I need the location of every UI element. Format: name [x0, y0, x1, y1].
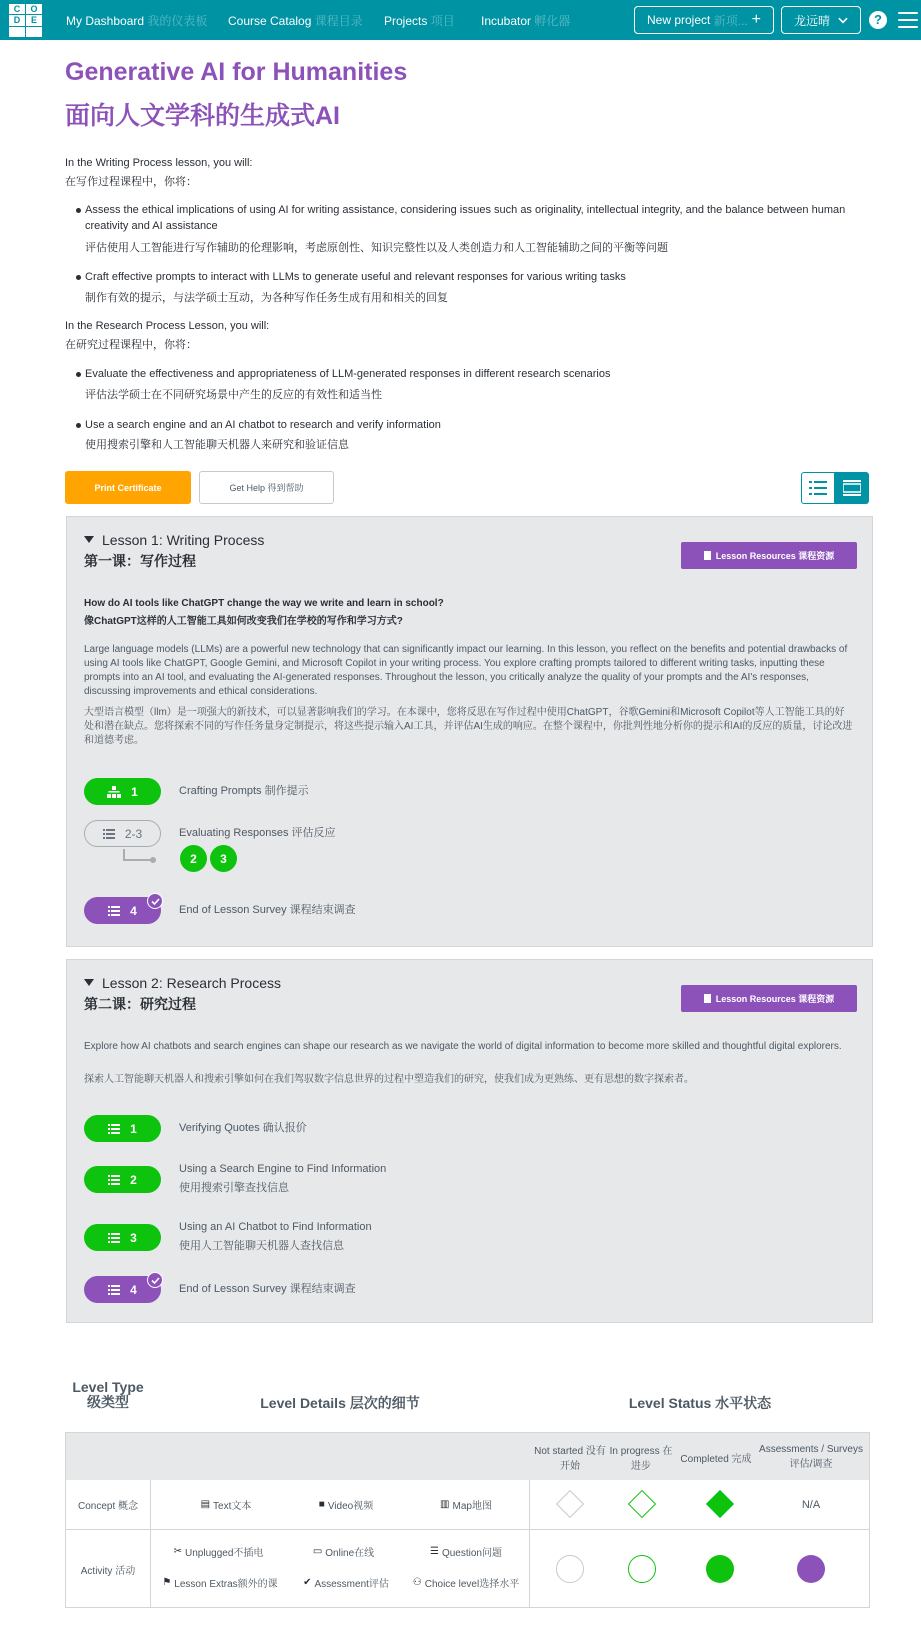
detail-view-icon: [843, 480, 861, 496]
lesson-2-level-1-name[interactable]: Verifying Quotes 确认报价: [179, 1122, 307, 1134]
nav-incubator[interactable]: Incubator 孵化器: [481, 14, 571, 28]
course-title-en: Generative AI for Humanities: [65, 58, 408, 86]
document-icon: [704, 994, 711, 1003]
concept-text-type: ▤ Text文本: [200, 1499, 252, 1512]
caret-down-icon: [84, 979, 94, 986]
concept-map-type: ▥ Map地图: [440, 1499, 492, 1512]
list-icon: [108, 1285, 120, 1295]
activity-assessment-type: ✔ Assessment评估: [303, 1576, 389, 1590]
writing-goal-2-zh: 制作有效的提示，与法学硕士互动，为各种写作任务生成有用和相关的回复: [85, 292, 448, 304]
status-not-started-header: Not started 没有开始: [534, 1446, 606, 1472]
activity-not-started-circle: [556, 1555, 584, 1583]
activity-assessment-circle: [797, 1555, 825, 1583]
writing-goal-2-en: Craft effective prompts to interact with LLMs to generate useful and relevant responses for various writing tasks: [85, 271, 626, 283]
status-assessments-header: Assessments / Surveys 评估/调查: [759, 1444, 863, 1470]
nav-projects[interactable]: Projects 项目: [384, 14, 455, 28]
text-document-icon: ▤: [200, 1499, 211, 1510]
list-icon: [108, 1124, 120, 1134]
map-icon: ▥: [440, 1499, 450, 1510]
user-menu-button[interactable]: 龙远晴: [781, 6, 861, 34]
lesson-1-level-1-name[interactable]: Crafting Prompts 制作提示: [179, 785, 309, 797]
level-key-table: [65, 1432, 870, 1608]
writing-goal-1-en: Assess the ethical implications of using AI for writing assistance, considering issues such as originality, intellectual integrity, and the balance between human creativity and AI assistance: [85, 204, 846, 232]
sitemap-icon: ⚇: [412, 1576, 422, 1588]
writing-intro-en: In the Writing Process lesson, you will:: [65, 157, 253, 169]
course-title-zh: 面向人文学科的生成式AI: [65, 102, 341, 130]
sublevel-connector: [123, 849, 153, 861]
lesson-2-title-zh: 第二课：研究过程: [84, 996, 196, 1012]
writing-intro-zh: 在写作过程课程中，你将：: [65, 176, 197, 188]
print-certificate-button[interactable]: Print Certificate: [65, 471, 191, 504]
concept-completed-diamond: [706, 1490, 734, 1518]
lesson-1-description-en: Large language models (LLMs) are a powerful new technology that can significantly impact our learning. In this lesson, you reflect on the benefits and potential drawbacks of using AI tools like ChatGPT, Google Gemini, and Microsoft Copilot in your writing process. You explore crafting prompts tailored to different writing tasks, inputting these prompts into an AI tool, and evaluating the AI-generated responses. Throughout the lesson, you critically analyze the quality of your prompts and the AI's responses, discussing improvements and ethical considerations.: [84, 644, 848, 697]
key-level-details-header: Level Details 层次的细节: [260, 1395, 420, 1411]
status-in-progress-header: In progress 在进步: [609, 1446, 673, 1472]
plus-icon: +: [751, 11, 761, 28]
lesson-2-level-4-bubble[interactable]: 4: [84, 1276, 161, 1303]
chevron-down-icon: [838, 17, 848, 24]
lesson-2-level-2-name[interactable]: Using a Search Engine to Find Information: [179, 1163, 387, 1175]
status-completed-header: Completed 完成: [680, 1453, 752, 1465]
concept-assessment-na: N/A: [801, 1498, 821, 1511]
code-org-logo[interactable]: C O D E: [9, 4, 42, 37]
lesson-1-level-2-3-bubble[interactable]: 2-3: [84, 820, 161, 847]
lesson-2-level-2-name-zh: 使用搜索引擎查找信息: [179, 1182, 289, 1194]
lesson-2-resources-button[interactable]: Lesson Resources 课程资源: [681, 985, 857, 1012]
writing-goal-1-zh: 评估使用人工智能进行写作辅助的伦理影响，考虑原创性、知识完整性以及人类创造力和人工智能辅助之间的平衡等问题: [85, 242, 668, 254]
lesson-1-question-zh: 像ChatGPT这样的人工智能工具如何改变我们在学校的写作和学习方式?: [84, 616, 403, 627]
nav-course-catalog[interactable]: Course Catalog 课程目录: [228, 14, 363, 28]
choice-level-icon: [107, 786, 121, 798]
scissors-icon: ✂: [173, 1545, 182, 1557]
concept-row-label: Concept 概念: [77, 1501, 139, 1512]
lesson-2-level-4-name[interactable]: End of Lesson Survey 课程结束调查: [179, 1283, 356, 1295]
activity-in-progress-circle: [628, 1555, 656, 1583]
lesson-1-description-zh: 大型语言模型（llm）是一项强大的新技术，可以显著影响我们的学习。在本课中，您将反思在写作过程中使用ChatGPT，谷歌Gemini和Microsoft Copilot等人工智能工具的好处和潜在缺点。您将探索不同的写作任务量身定制提示，将这些提示输入AI工具，并评估AI生成的响应。在整个课程中，你批判性地分析你的提示和AI的反应的质量，讨论改进和道德考虑。: [84, 707, 853, 746]
research-goal-2-zh: 使用搜索引擎和人工智能聊天机器人来研究和验证信息: [85, 439, 349, 451]
lesson-2-level-3-name-zh: 使用人工智能聊天机器人查找信息: [179, 1240, 344, 1252]
key-level-type-header: Level Type 级类型: [72, 1379, 144, 1410]
lesson-2-level-3-name[interactable]: Using an AI Chatbot to Find Information: [179, 1221, 372, 1233]
list-view-icon: [809, 481, 827, 495]
lesson-1-section: [66, 516, 873, 947]
check-circle-icon: ✔: [303, 1576, 312, 1588]
lesson-1-level-4-name[interactable]: End of Lesson Survey 课程结束调查: [179, 904, 356, 916]
lesson-2-level-3-bubble[interactable]: 3: [84, 1224, 161, 1251]
list-icon: [108, 1175, 120, 1185]
activity-online-type: ▭ Online在线: [312, 1545, 375, 1559]
completed-check-icon: [147, 893, 163, 909]
caret-down-icon: [84, 536, 94, 543]
lesson-1-level-2-3-name[interactable]: Evaluating Responses 评估反应: [179, 827, 336, 839]
lesson-2-description-en: Explore how AI chatbots and search engines can shape our research as we navigate the world of digital information to become more skilled and thoughtful digital explorers.: [84, 1041, 842, 1052]
research-goal-2-en: Use a search engine and an AI chatbot to research and verify information: [85, 419, 441, 431]
list-icon: [108, 1233, 120, 1243]
activity-row-label: Activity 活动: [80, 1565, 136, 1577]
activity-question-type: ☰ Question问题: [430, 1545, 502, 1559]
lesson-1-resources-button[interactable]: Lesson Resources 课程资源: [681, 542, 857, 569]
detail-view-toggle[interactable]: [835, 472, 869, 504]
desktop-icon: ▭: [312, 1545, 323, 1557]
list-view-toggle[interactable]: [801, 472, 835, 504]
concept-video-type: ■ Video视频: [318, 1499, 374, 1512]
top-navigation-bar: [0, 0, 921, 40]
research-goal-1-en: Evaluate the effectiveness and appropriateness of LLM-generated responses in different research scenarios: [85, 368, 611, 380]
activity-choice-level-type: ⚇ Choice level选择水平: [412, 1576, 520, 1590]
lesson-1-level-1-bubble[interactable]: 1: [84, 778, 161, 805]
research-intro-en: In the Research Process Lesson, you will:: [65, 320, 270, 332]
activity-completed-circle: [706, 1555, 734, 1583]
lesson-1-title-zh: 第一课：写作过程: [84, 553, 196, 569]
activity-lesson-extras-type: ⚑ Lesson Extras额外的课: [162, 1576, 278, 1590]
lesson-2-level-1-bubble[interactable]: 1: [84, 1115, 161, 1142]
concept-not-started-diamond: [556, 1490, 584, 1518]
nav-my-dashboard[interactable]: My Dashboard 我的仪表板: [66, 14, 208, 28]
lesson-2-section: [66, 959, 873, 1323]
lesson-1-title[interactable]: Lesson 1: Writing Process: [84, 532, 264, 548]
get-help-button[interactable]: Get Help 得到帮助: [199, 471, 334, 504]
completed-check-icon: [147, 1272, 163, 1288]
activity-unplugged-type: ✂ Unplugged不插电: [173, 1545, 264, 1559]
concept-in-progress-diamond: [628, 1490, 656, 1518]
sublevel-2-bubble[interactable]: 2: [180, 845, 207, 872]
lesson-2-title[interactable]: Lesson 2: Research Process: [84, 975, 281, 991]
list-icon: ☰: [430, 1545, 439, 1557]
help-icon[interactable]: ?: [869, 11, 887, 29]
list-icon: [103, 829, 115, 839]
video-icon: ■: [318, 1499, 325, 1510]
research-intro-zh: 在研究过程课程中，你将：: [65, 339, 197, 351]
new-project-button[interactable]: New project 新项... +: [634, 6, 774, 34]
sublevel-3-bubble[interactable]: 3: [210, 845, 237, 872]
lesson-1-level-4-bubble[interactable]: 4: [84, 897, 161, 924]
document-icon: [704, 551, 711, 560]
lesson-1-question-en: How do AI tools like ChatGPT change the way we write and learn in school?: [84, 598, 444, 609]
key-level-status-header: Level Status 水平状态: [628, 1395, 772, 1411]
lesson-2-description-zh: 探索人工智能聊天机器人和搜索引擎如何在我们驾驭数字信息世界的过程中塑造我们的研究，使我们成为更熟练、更有思想的数字探索者。: [84, 1074, 694, 1085]
research-goal-1-zh: 评估法学硕士在不同研究场景中产生的反应的有效性和适当性: [85, 389, 382, 401]
lesson-2-level-2-bubble[interactable]: 2: [84, 1166, 161, 1193]
flag-icon: ⚑: [162, 1576, 172, 1588]
hamburger-menu-icon[interactable]: [898, 12, 918, 28]
list-icon: [108, 906, 120, 916]
